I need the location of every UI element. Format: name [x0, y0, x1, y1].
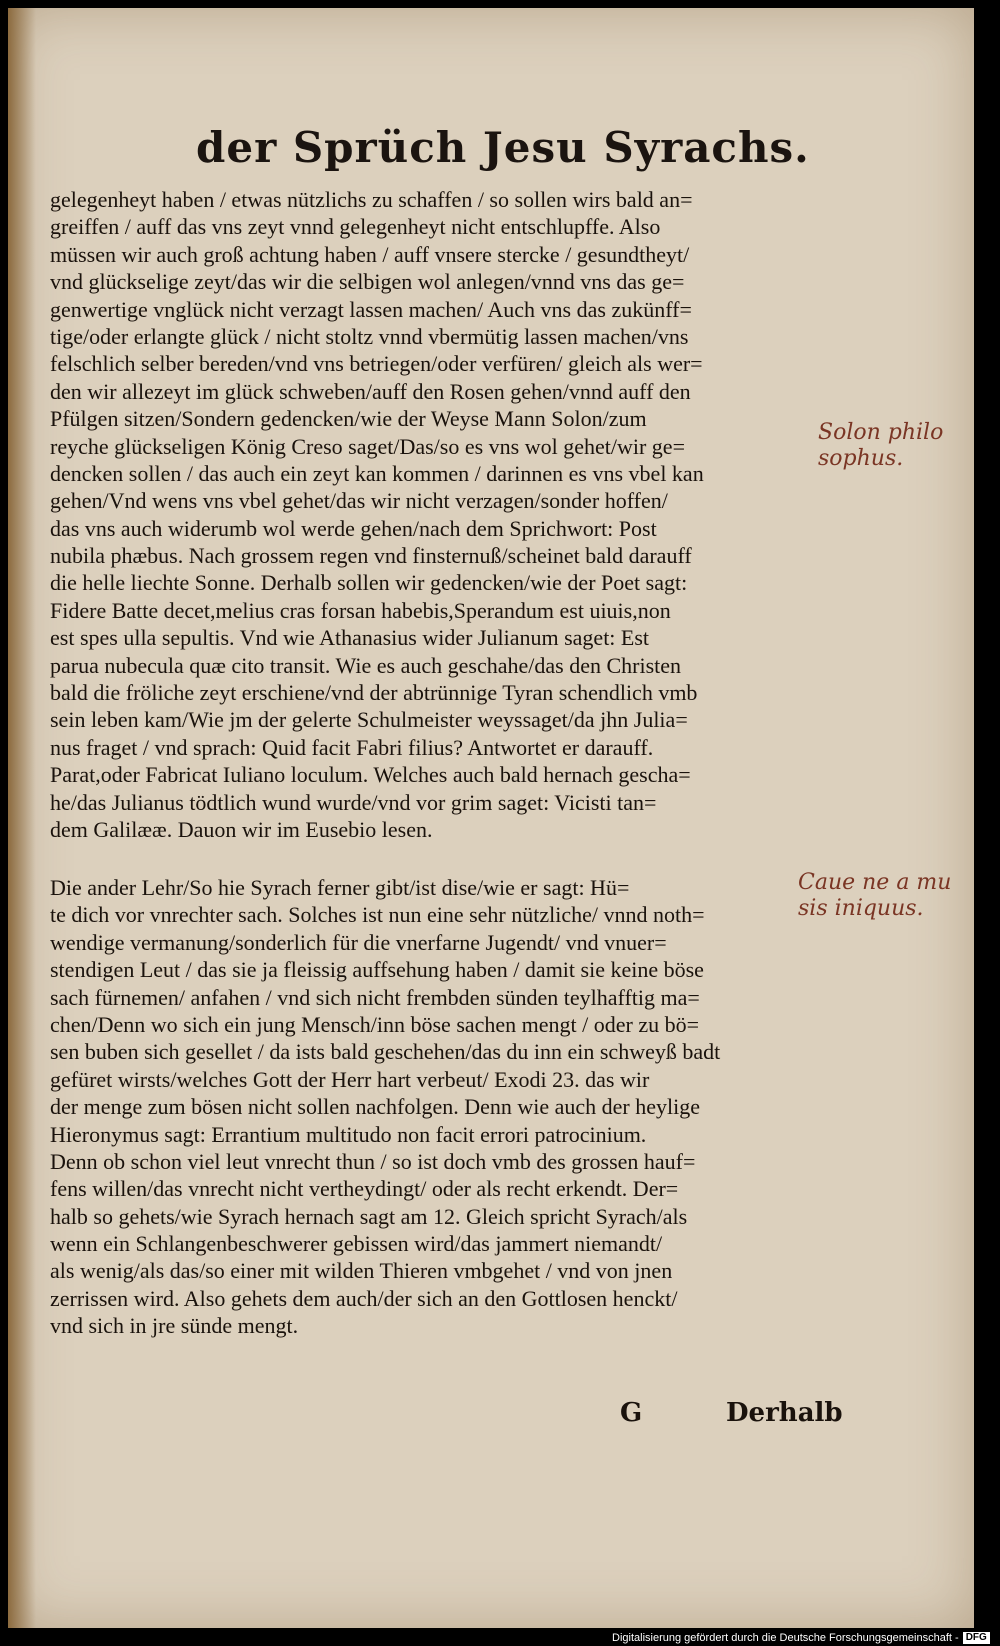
text-line: genwertige vnglück nicht verzagt lassen machen/ Auch vns das zukünff= — [50, 296, 692, 322]
text-line: den wir allezeyt im glück schweben/auff den Rosen gehen/vnnd auff den — [50, 378, 691, 404]
text-line: wendige vermanung/sonderlich für die vnerfarne Jugendt/ vnd vnuer= — [50, 929, 667, 955]
dfg-logo: DFG — [963, 1632, 990, 1644]
text-line: Die ander Lehr/So hie Syrach ferner gibt/ist dise/wie er sagt: Hü= — [50, 875, 630, 900]
text-line: Denn ob schon viel leut vnrecht thun / so ist doch vmb des grossen hauf= — [50, 1148, 696, 1174]
text-line: te dich vor vnrechter sach. Solches ist nun eine sehr nützliche/ vnnd noth= — [50, 902, 705, 928]
text-line: der menge zum bösen nicht sollen nachfolgen. Denn wie auch der heylige — [50, 1094, 700, 1120]
text-line: est spes ulla sepultis. Vnd wie Athanasius wider Julianum saget: Est — [50, 625, 650, 651]
text-line: tige/oder erlangte glück / nicht stoltz vnnd vbermütig lassen machen/vns — [50, 323, 689, 349]
text-line: vnd glückselige zeyt/das wir die selbigen wol anlegen/vnnd vns das ge= — [50, 269, 685, 295]
text-line: dem Galilææ. Dauon wir im Eusebio lesen. — [50, 816, 433, 842]
text-block-1 — [50, 186, 810, 843]
running-header: der Sprüch Jesu Syrachs. — [196, 123, 810, 172]
text-line: sach fürnemen/ anfahen / vnd sich nicht frembden sünden teylhafftig ma= — [50, 984, 700, 1010]
text-line: Hieronymus sagt: Errantium multitudo non facit errori patrocinium. — [50, 1121, 647, 1147]
text-line: nubila phæbus. Nach grossem regen vnd finsternuß/scheinet bald darauff — [50, 543, 692, 569]
text-line: felschlich selber bereden/vnd vns betriegen/oder verfüren/ gleich als wer= — [50, 351, 703, 377]
text-line: Fidere Batte decet,melius cras forsan habebis,Sperandum est uiuis,non — [50, 597, 671, 623]
digitization-footer — [612, 1632, 990, 1644]
text-line: gehen/Vnd wens vns vbel gehet/das wir nicht verzagen/sonder hoffen/ — [50, 488, 668, 514]
text-line: vnd sich in jre sünde mengt. — [50, 1313, 299, 1339]
text-line: als wenig/als das/so einer mit wilden Thieren vmbgehet / vnd von jnen — [50, 1258, 673, 1284]
text-line: gefüret wirsts/welches Gott der Herr hart verbeut/ Exodi 23. das wir — [50, 1066, 650, 1092]
text-line: nus fraget / vnd sprach: Quid facit Fabri filius? Antwortet er darauff. — [50, 734, 654, 760]
catchword: Derhalb — [726, 1398, 843, 1428]
text-line: die helle liechte Sonne. Derhalb sollen wir gedencken/wie der Poet sagt: — [50, 570, 688, 596]
text-line: sen buben sich gesellet / da ists bald geschehen/das du inn ein schweyß badt — [50, 1039, 721, 1065]
footer-text: Digitalisierung gefördert durch die Deutsche Forschungsgemeinschaft - — [612, 1632, 959, 1644]
text-line: Pfülgen sitzen/Sondern gedencken/wie der Weyse Mann Solon/zum — [50, 406, 647, 432]
text-line: Parat,oder Fabricat Iuliano loculum. Welches auch bald hernach gescha= — [50, 762, 691, 788]
text-line: sein leben kam/Wie jm der gelerte Schulmeister weyssaget/da jhn Julia= — [50, 707, 688, 733]
text-line: müssen wir auch groß achtung haben / auff vnsere stercke / gesundtheyt/ — [50, 241, 690, 267]
text-line: parua nubecula quæ cito transit. Wie es auch geschahe/das den Christen — [50, 652, 682, 678]
text-line: fens willen/das vnrecht nicht vertheydingt/ oder als recht erkendt. Der= — [50, 1176, 679, 1202]
text-line: halb so gehets/wie Syrach hernach sagt am 12. Gleich spricht Syrach/als — [50, 1203, 688, 1229]
text-line: bald die fröliche zeyt erschiene/vnd der abtrünnige Tyran schendlich vmb — [50, 680, 698, 706]
book-page — [8, 8, 974, 1628]
text-line: wenn ein Schlangenbeschwerer gebissen wird/das jammert niemandt/ — [50, 1231, 663, 1257]
margin-note-caue: Caue ne a mu sis iniquus. — [798, 870, 952, 921]
text-line: stendigen Leut / das sie ja fleissig auffsehung haben / damit sie keine böse — [50, 957, 704, 983]
margin-note-solon: Solon philo sophus. — [818, 420, 944, 471]
text-block-2 — [50, 874, 810, 1340]
text-line: chen/Denn wo sich ein jung Mensch/inn böse sachen mengt / oder zu bö= — [50, 1011, 700, 1037]
text-line: greiffen / auff das vns zeyt vnnd gelegenheyt nicht entschlupffe. Also — [50, 214, 661, 240]
text-line: reyche glückseligen König Creso saget/Das/so es vns wol gehet/wir ge= — [50, 433, 685, 459]
signature-mark: G — [620, 1398, 643, 1428]
text-line: dencken sollen / das auch ein zeyt kan kommen / darinnen es vns vbel kan — [50, 460, 704, 486]
text-line: gelegenheyt haben / etwas nützlichs zu schaffen / so sollen wirs bald an= — [50, 187, 693, 212]
text-line: zerrissen wird. Also gehets dem auch/der sich an den Gottlosen henckt/ — [50, 1285, 678, 1311]
text-line: he/das Julianus tödtlich wund wurde/vnd vor grim saget: Vicisti tan= — [50, 789, 657, 815]
text-line: das vns auch widerumb wol werde gehen/nach dem Sprichwort: Post — [50, 515, 657, 541]
